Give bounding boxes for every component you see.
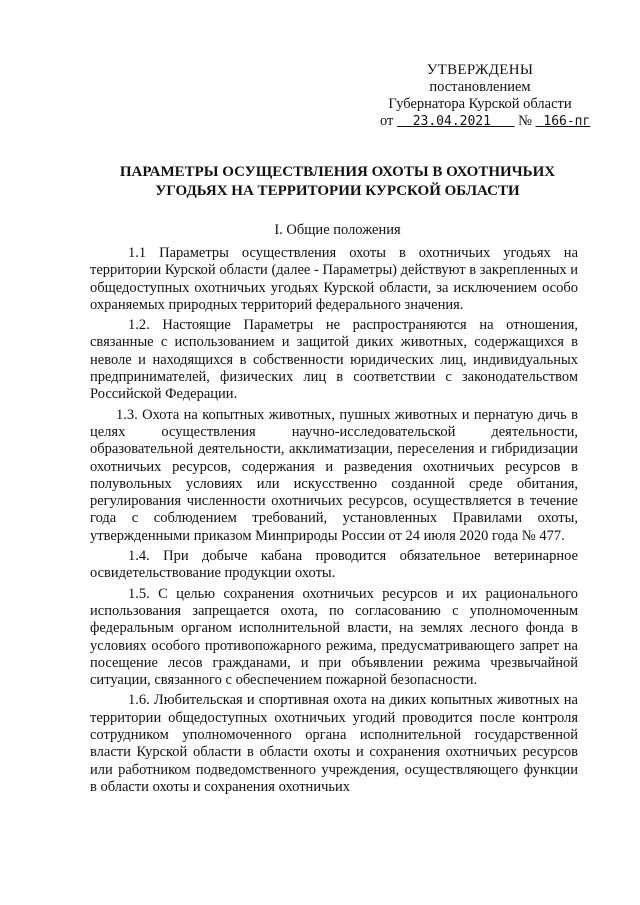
section-heading: I. Общие положения — [274, 222, 401, 238]
paragraph-1-1: 1.1 Параметры осуществления охоты в охотничьих угодьях на территории Курской области (далее - Параметры) действуют в закрепленных и общедоступных охотничьих угодьях Курской области, за исключением особо охраняемых природных территорий федерального значения. — [90, 245, 578, 313]
approval-number: 166-пг — [543, 114, 591, 129]
document-title: ПАРАМЕТРЫ ОСУЩЕСТВЛЕНИЯ ОХОТЫ В ОХОТНИЧЬИХ УГОДЬЯХ НА ТЕРРИТОРИИ КУРСКОЙ ОБЛАСТИ — [119, 164, 556, 199]
approval-line-2: Губернатора Курской области — [388, 96, 572, 112]
document-body — [90, 245, 578, 799]
approval-date-line — [380, 113, 591, 130]
approval-title: УТВЕРЖДЕНЫ — [426, 62, 534, 78]
date-prefix: от — [380, 113, 394, 129]
paragraph-1-3: 1.3. Охота на копытных животных, пушных животных и пернатую дичь в целях осуществления научно-исследовательской деятельности, образовательной деятельности, акклиматизации, переселения и гибридизации охотничьих ресурсов, содержания и разведения охотничьих ресурсов в полувольных условиях или искусственно созданной среде обитания, регулирования численности охотничьих ресурсов, осуществляется в течение года с соблюдением требований, установленных Правилами охоты, утвержденными приказом Минприроды России от 24 июля 2020 года № 477. — [90, 406, 578, 544]
approval-date: 23.04.2021 — [412, 114, 491, 129]
approval-stamp — [380, 62, 591, 130]
paragraph-1-4: 1.4. При добыче кабана проводится обязательное ветеринарное освидетельствование продукции охоты. — [90, 548, 578, 582]
paragraph-1-6: 1.6. Любительская и спортивная охота на диких копытных животных на территории общедоступных охотничьих угодий проводится после контроля сотрудником уполномоченного органа исполнительной государственной власти Курской области в области охоты и сохранения охотничьих ресурсов или работником подведомственного учреждения, осуществляющего функции в области охоты и сохранения охотничьих — [90, 692, 578, 795]
paragraph-1-5: 1.5. С целью сохранения охотничьих ресурсов и их рационального использования запрещается охота, по согласованию с уполномоченным федеральным органом исполнительной власти, на землях лесного фонда в условиях особого противопожарного режима, предусматривающего запрет на посещение лесов гражданами, и при объявлении режима чрезвычайной ситуации, связанного с обеспечением пожарной безопасности. — [90, 585, 578, 689]
approval-line-1: постановлением — [429, 79, 531, 95]
paragraph-1-2: 1.2. Настоящие Параметры не распространяются на отношения, связанные с использованием и защитой диких животных, содержащихся в неволе и находящихся в собственности юридических лиц, индивидуальных предпринимателей, физических лиц в соответствии с законодательством Российской Федерации. — [90, 317, 578, 403]
number-prefix: № — [518, 113, 532, 129]
